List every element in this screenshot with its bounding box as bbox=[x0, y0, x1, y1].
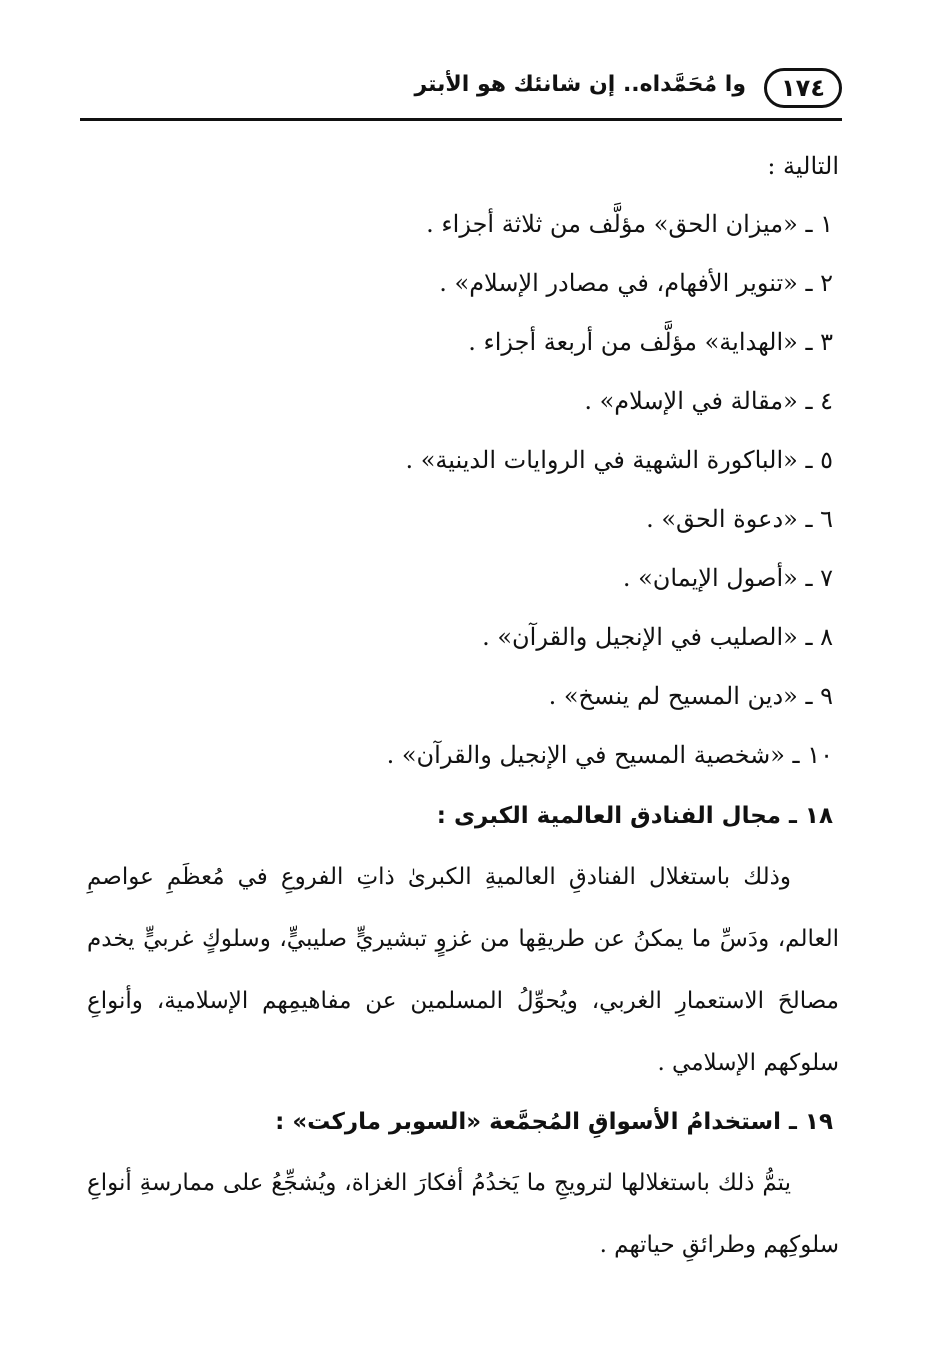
running-title: وا مُحَمَّداه.. إن شانئك هو الأبتر bbox=[414, 72, 746, 97]
list-item: ٤ ـ «مقالة في الإسلام» . bbox=[584, 387, 833, 415]
page-header bbox=[80, 66, 842, 128]
page-number-badge: ١٧٤ bbox=[764, 68, 842, 108]
section-18-paragraph: وذلك باستغلال الفنادقِ العالميةِ الكبرىٰ ذاتِ الفروعِ في مُعظَمِ عواصمِ العالم، ودَسِّ ما يمكنُ عن طريقِها من غزوٍ تبشيريٍّ صليبيٍّ، وسلوكٍ غربيٍّ يخدم مصالحَ الاستعمارِ الغربي، ويُحوِّلُ المسلمين عن مفاهيمِهم الإسلامية، وأنواعِ سلوكهم الإسلامي . bbox=[87, 864, 839, 1076]
list-item: ٧ ـ «أصول الإيمان» . bbox=[622, 564, 833, 592]
intro-text: التالية : bbox=[767, 152, 839, 180]
list-item: ١ ـ «ميزان الحق» مؤلَّف من ثلاثة أجزاء . bbox=[426, 210, 833, 238]
list-item: ١٠ ـ «شخصية المسيح في الإنجيل والقرآن» . bbox=[386, 741, 833, 769]
section-19-paragraph: يتمُّ ذلك باستغلالها لترويجِ ما يَخدُمُ أفكارَ الغزاة، ويُشجِّعُ على ممارسةِ أنواعِ سلوكِهم وطرائقِ حياتهم . bbox=[87, 1170, 839, 1258]
list-item: ٦ ـ «دعوة الحق» . bbox=[646, 505, 833, 533]
list-item: ٩ ـ «دين المسيح لم ينسخ» . bbox=[548, 682, 833, 710]
header-rule bbox=[80, 118, 842, 121]
list-item: ٨ ـ «الصليب في الإنجيل والقرآن» . bbox=[482, 623, 833, 651]
book-list bbox=[87, 204, 839, 794]
page-body bbox=[87, 146, 839, 1276]
list-item: ٣ ـ «الهداية» مؤلَّف من أربعة أجزاء . bbox=[468, 328, 833, 356]
list-item: ٢ ـ «تنوير الأفهام، في مصادر الإسلام» . bbox=[439, 269, 833, 297]
section-18-heading: ١٨ ـ مجال الفنادق العالمية الكبرى : bbox=[436, 803, 833, 829]
section-19-heading: ١٩ ـ استخدامُ الأسواقِ المُجمَّعة «السوبر ماركت» : bbox=[275, 1109, 833, 1135]
list-item: ٥ ـ «الباكورة الشهية في الروايات الدينية» . bbox=[405, 446, 833, 474]
